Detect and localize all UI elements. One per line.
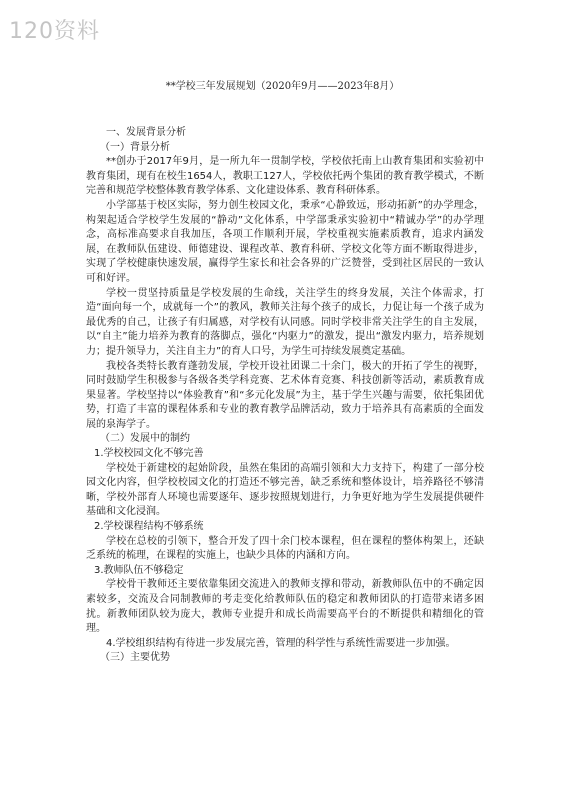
document-title: **学校三年发展规划（2020年9月——2023年8月） bbox=[165, 81, 400, 92]
section-heading-1a: （一）背景分析 bbox=[100, 141, 170, 153]
section-heading-1b: （二）发展中的制约 bbox=[100, 433, 190, 445]
paragraph: 学校一贯坚持质量是学校发展的生命线，关注学生的终身发展，关注个体需求，打造“面向每一个，成就每一个”的教风，教师关注每个孩子的成长，力促让每一个孩子成为最优秀的自己，让孩子有归属感，对学校有认同感。同时学校非常关注学生的自主发展，以“自主”能力培养为教育的落脚点，强化“内驱力”的激发，提出“激发内驱力，培养规划力；提升领导力，关注自主力”的育人口号，为学生可持续发展奠定基础。 bbox=[86, 287, 484, 357]
constraint-heading-2: 2.学校课程结构不够系统 bbox=[94, 521, 204, 533]
section-heading-1c: （三）主要优势 bbox=[100, 652, 170, 664]
paragraph: 学校骨干教师还主要依靠集团交流进入的教师支撑和带动，新教师队伍中的不确定因素较多，交流及合同制教师的考走变化给教师队伍的稳定和教师团队的打造带来诸多困扰。新教师团队较为庞大，教师专业提升和成长尚需要高平台的不断提供和精细化的管理。 bbox=[86, 579, 484, 635]
document-body bbox=[86, 126, 484, 666]
paragraph: **创办于2017年9月，是一所九年一贯制学校，学校依托南上山教育集团和实验初中教育集团，现有在校生1654人，教职工127人，学校依托两个集团的教育教学模式，不断完善和规范学校整体教育教学体系、文化建设体系、教育科研体系。 bbox=[86, 156, 484, 197]
watermark-text: 120资料 bbox=[9, 19, 100, 44]
paragraph: 小学部基于校区实际，努力创生校园文化，秉承“心静致远，形动拓新”的办学理念，构架起适合学校学生发展的“静动”文化体系，中学部秉承实验初中“精诚办学”的办学理念，高标准高要求自我加压，各项工作顺利开展，学校重视实施素质教育，追求内涵发展，在教师队伍建设、师德建设、课程改革、教育科研、学校文化等方面不断取得进步，实现了学校健康快速发展，赢得学生家长和社会各界的广泛赞誉，受到社区居民的一致认可和好评。 bbox=[86, 199, 484, 284]
constraint-heading-3: 3.教师队伍不够稳定 bbox=[94, 564, 184, 576]
paragraph: 学校处于新建校的起始阶段，虽然在集团的高端引领和大力支持下，构建了一部分校园文化内容，但学校校园文化的打造还不够完善，缺乏系统和整体设计，培养路径不够清晰，学校外部育人环境也需要逐年、逐步按照规划进行，力争更好地为学生发展提供硬件基础和文化浸润。 bbox=[86, 462, 484, 518]
paragraph: 学校在总校的引领下，整合开发了四十余门校本课程，但在课程的整体构架上，还缺乏系统的梳理，在课程的实施上，也缺少具体的内涵和方向。 bbox=[86, 535, 484, 562]
paragraph: 4.学校组织结构有待进一步发展完善，管理的科学性与系统性需要进一步加强。 bbox=[106, 637, 456, 649]
section-heading-1: 一、发展背景分析 bbox=[106, 127, 186, 138]
paragraph: 我校各类特长教育蓬勃发展，学校开设社团课二十余门，极大的开拓了学生的视野，同时鼓励学生积极参与各级各类学科竞赛、艺术体育竞赛、科技创新等活动，素质教育成果显著。学校坚持以“体验教育”和“多元化发展”为主，基于学生兴趣与需要，依托集团优势，打造了丰富的课程体系和专业的教育教学品牌活动，致力于培养具有高素质的全面发展的泉海学子。 bbox=[86, 360, 484, 430]
constraint-heading-1: 1.学校校园文化不够完善 bbox=[94, 448, 204, 460]
